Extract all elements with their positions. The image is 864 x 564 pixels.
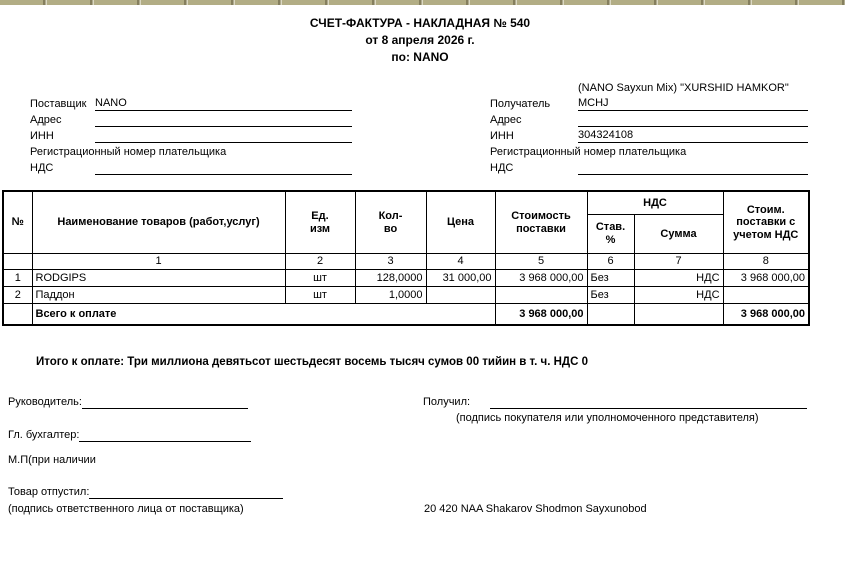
receiver-address-field [578, 113, 808, 127]
accountant-label: Гл. бухгалтер: [8, 429, 80, 441]
col-header-vat-sum: Сумма [634, 215, 723, 254]
received-signature-line [490, 395, 807, 409]
footer-code-line: 20 420 NAA Shakarov Shodmon Sayxunobod [424, 503, 647, 515]
supplier-inn-label: ИНН [30, 130, 54, 142]
director-signature-line [82, 395, 248, 409]
goods-released-caption: (подпись ответственного лица от поставщика) [8, 503, 244, 515]
total-row [3, 304, 809, 326]
total-cost-with-vat: 3 968 000,00 [723, 304, 809, 326]
supplier-name-field: NANO [95, 97, 352, 111]
supplier-address-label: Адрес [30, 114, 62, 126]
col-header-num: № [3, 191, 32, 254]
supplier-inn-field [95, 129, 352, 143]
col-header-price: Цена [426, 191, 495, 254]
item-qty: 128,0000 [355, 270, 426, 287]
document-title-block [0, 15, 840, 66]
col-header-cost: Стоимость поставки [495, 191, 587, 254]
item-qty: 1,0000 [355, 287, 426, 304]
item-name: Паддон [32, 287, 285, 304]
receiver-address-label: Адрес [490, 114, 522, 126]
item-num: 2 [3, 287, 32, 304]
accountant-signature-line [79, 428, 251, 442]
supplier-address-field [95, 113, 352, 127]
receiver-inn-field: 304324108 [578, 129, 808, 143]
total-label: Всего к оплате [32, 304, 495, 326]
receiver-vat-field [578, 161, 808, 175]
goods-released-label: Товар отпустил: [8, 486, 90, 498]
col-header-vat: НДС [587, 191, 723, 215]
col-header-unit: Ед. изм [285, 191, 355, 254]
director-signature-row [8, 395, 248, 409]
item-name: RODGIPS [32, 270, 285, 287]
item-vat-rate: Без [587, 270, 634, 287]
receiver-inn-label: ИНН [490, 130, 514, 142]
item-cost-with-vat [723, 287, 809, 304]
receiver-company-line1: (NANO Sayxun Mix) "XURSHID HAMKOR" [578, 82, 789, 94]
item-unit: шт [285, 287, 355, 304]
received-label: Получил: [423, 396, 471, 408]
col-header-vat-rate: Став. % [587, 215, 634, 254]
col-header-cost-with-vat: Стоим. поставки с учетом НДС [723, 191, 809, 254]
item-cost: 3 968 000,00 [495, 270, 587, 287]
director-label: Руководитель: [8, 396, 82, 408]
col-header-qty: Кол- во [355, 191, 426, 254]
supplier-block [30, 95, 352, 175]
stamp-note: М.П(при наличии [8, 454, 96, 466]
receiver-block [490, 81, 808, 175]
receiver-name-field: MCHJ [578, 97, 808, 111]
col-header-name: Наименование товаров (работ,услуг) [32, 191, 285, 254]
receiver-vat-label: НДС [490, 162, 514, 174]
goods-released-signature-row [8, 485, 283, 499]
document-date: от 8 апреля 2026 г. [365, 33, 475, 47]
receiver-reg-label: Регистрационный номер плательщика [490, 146, 687, 158]
invoice-items-table [2, 190, 810, 326]
item-vat-sum: НДС [634, 287, 723, 304]
item-cost-with-vat: 3 968 000,00 [723, 270, 809, 287]
supplier-label: Поставщик [30, 98, 87, 110]
received-caption: (подпись покупателя или уполномоченного представителя) [456, 412, 759, 424]
item-row [3, 270, 809, 287]
supplier-reg-label: Регистрационный номер плательщика [30, 146, 227, 158]
supplier-vat-label: НДС [30, 162, 54, 174]
item-row [3, 287, 809, 304]
supplier-vat-field [95, 161, 352, 175]
total-cost: 3 968 000,00 [495, 304, 587, 326]
accountant-signature-row [8, 428, 251, 442]
item-vat-rate: Без [587, 287, 634, 304]
receiver-label: Получатель [490, 98, 551, 110]
item-vat-sum: НДС [634, 270, 723, 287]
item-unit: шт [285, 270, 355, 287]
item-cost [495, 287, 587, 304]
item-price: 31 000,00 [426, 270, 495, 287]
item-num: 1 [3, 270, 32, 287]
amount-in-words: Итого к оплате: Три миллиона девятьсот шестьдесят восемь тысяч сумов 00 тийин в т. ч. НДС 0 [36, 356, 589, 368]
goods-released-signature-line [89, 485, 283, 499]
item-price [426, 287, 495, 304]
document-title: СЧЕТ-ФАКТУРА - НАКЛАДНАЯ № 540 [309, 16, 531, 30]
received-signature-row [423, 395, 807, 409]
column-number-row: 1 2 3 4 5 6 7 8 [3, 254, 809, 270]
document-basis: по: NANO [391, 50, 449, 64]
sheet-column-ruler-strip [0, 0, 845, 5]
